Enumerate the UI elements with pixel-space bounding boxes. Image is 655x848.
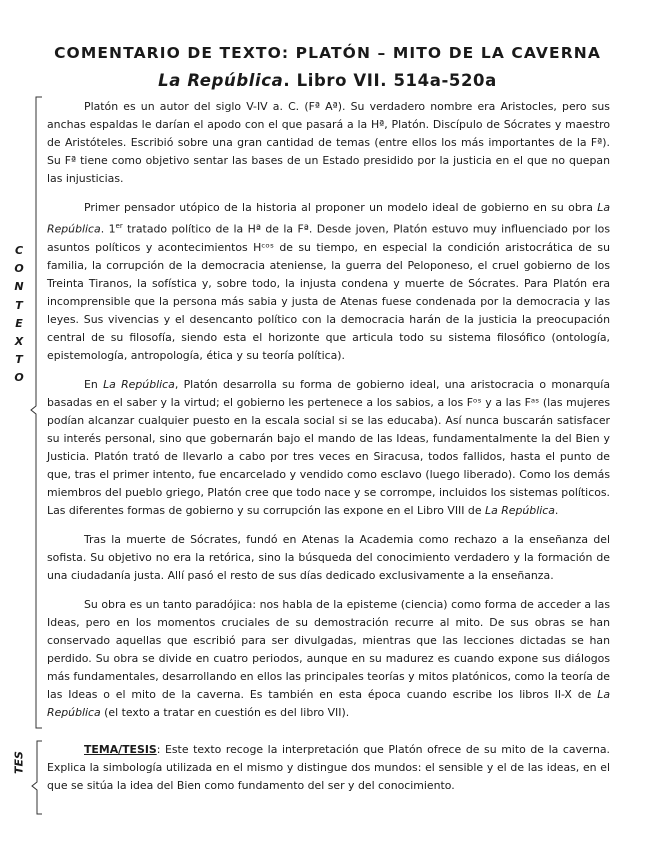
paragraph-5-text: (el texto a tratar en cuestión es del libro VII).: [100, 705, 350, 719]
contexto-letter: T: [15, 353, 23, 367]
tesis-text: : Este texto recoge la interpretación que Platón ofrece de su mito de la caverna. Explica la simbología utilizada en el mismo y distingue dos mundos: el sensible y el de las ideas, en el que se sitúa la idea del Bien como fundamento del ser y del conocimiento.: [47, 742, 610, 792]
contexto-letter: C: [14, 244, 24, 257]
tes-margin-label: TES: [12, 751, 26, 774]
paragraph-2: [47, 199, 610, 365]
book-title-italic: La República: [47, 201, 610, 236]
document-body: [47, 98, 610, 806]
tesis-bracket: [32, 741, 42, 814]
contexto-letter: T: [15, 298, 23, 312]
paragraph-5: [47, 596, 610, 722]
contexto-letter: O: [14, 371, 24, 385]
paragraph-tesis: [47, 741, 610, 795]
contexto-margin-label: [12, 242, 26, 388]
paragraph-3-text: .: [554, 503, 559, 517]
subtitle-book-title: La República: [158, 71, 284, 90]
book-title-italic: La República: [485, 503, 555, 517]
page-title: COMENTARIO DE TEXTO: PLATÓN – MITO DE LA CAVERNA: [54, 44, 601, 62]
paragraph-2-text: . 1: [100, 222, 116, 236]
paragraph-1: Platón es un autor del siglo V-IV a. C. (Fª Aª). Su verdadero nombre era Aristocles, pero sus anchas espaldas le darían el apodo con el que pasará a la Hª, Platón. Discípulo de Sócrates y maestro de Aristóteles. Escribió sobre una gran cantidad de temas (entre ellos los más importantes de la Fª). Su Fª tiene como objetivo sentar las bases de un Estado presidido por la justicia en el que no quepan las injusticias.: [47, 100, 610, 185]
page-subtitle: [0, 71, 655, 90]
tesis-heading: TEMA/TESIS: [84, 742, 157, 756]
paragraph-3-text: , Platón desarrolla su forma de gobierno ideal, una aristocracia o monarquía basadas en el saber y la virtud; el gobierno les pertenece a los sabios, a los Fᵒˢ y a las Fᵃˢ (las mujeres podían alcanzar cualquier puesto en la escala social si se las educaba). Así nunca buscarán satisfacer su interés personal, sino que gobernarán bajo el mando de las Ideas, fundamentalmente la del Bien y Justicia. Platón trató de llevarlo a cabo por tres veces en Siracusa, todos fallidos, hasta el punto de que, tras el primer intento, fue encarcelado y vendido como esclavo (luego liberado). Como los demás miembros del pueblo griego, Platón cree que todo nace y se corrompe, incluidos los sistemas políticos. Las diferentes formas de gobierno y su corrupción las expone en el Libro VIII de: [47, 377, 610, 517]
contexto-letter: X: [14, 335, 24, 349]
book-title-italic: La República: [47, 687, 610, 719]
contexto-letter: O: [14, 262, 24, 276]
contexto-letter: E: [15, 316, 23, 330]
paragraph-4: Tras la muerte de Sócrates, fundó en Atenas la Academia como rechazo a la enseñanza del sofista. Su objetivo no era la retórica, sino la búsqueda del conocimiento verdadero y la formación de una ciudadanía justa. Allí pasó el resto de sus días dedicado exclusivamente a la enseñanza.: [47, 532, 610, 582]
paragraph-2-text: Primer pensador utópico de la historia al proponer un modelo ideal de gobierno en su obra: [84, 201, 598, 214]
book-title-italic: La República: [103, 377, 175, 391]
paragraph-3: [47, 376, 610, 520]
paragraph-3-text: En: [84, 377, 104, 391]
ordinal-superscript: er: [115, 222, 123, 230]
paragraph-2-text: tratado político de la Hª de la Fª. Desde joven, Platón estuvo muy influenciado por los asuntos políticos y acontecimientos Hᶜᵒˢ de su tiempo, en especial la condición aristocrática de su familia, la corrupción de la democracia ateniense, la guerra del Peloponeso, el cruel gobierno de los Treinta Tiranos, la sofística y, sobre todo, la injusta condena y muerte de Sócrates. Para Platón era incomprensible que la persona más sabia y justa de Atenas fuese condenada por la democracia y las leyes. Sus vivencias y el desencanto político con la democracia harán de la justicia la preocupación central de su filosofía, siendo esta el horizonte que articula todo su sistema filosófico (ontología, epistemología, antropología, ética y su teoría política).: [47, 222, 610, 362]
contexto-letter: N: [14, 280, 24, 294]
paragraph-5-text: Su obra es un tanto paradójica: nos habla de la episteme (ciencia) como forma de acceder a las Ideas, pero en los momentos cruciales de su demostración recurre al mito. De sus obras se han conservado aquellas que escribió para ser divulgadas, mientras que las lecciones dictadas se han perdido. Su obra se divide en cuatro periodos, aunque en su madurez es cuando expone sus diálogos más fundamentales, desarrollando en ellos las principales teorías y mitos platónicos, como la teoría de las Ideas o el mito de la caverna. Es también en esta época cuando escribe los libros II-X de: [47, 597, 610, 701]
contexto-bracket: [31, 97, 42, 728]
subtitle-reference: . Libro VII. 514a-520a: [283, 71, 497, 90]
